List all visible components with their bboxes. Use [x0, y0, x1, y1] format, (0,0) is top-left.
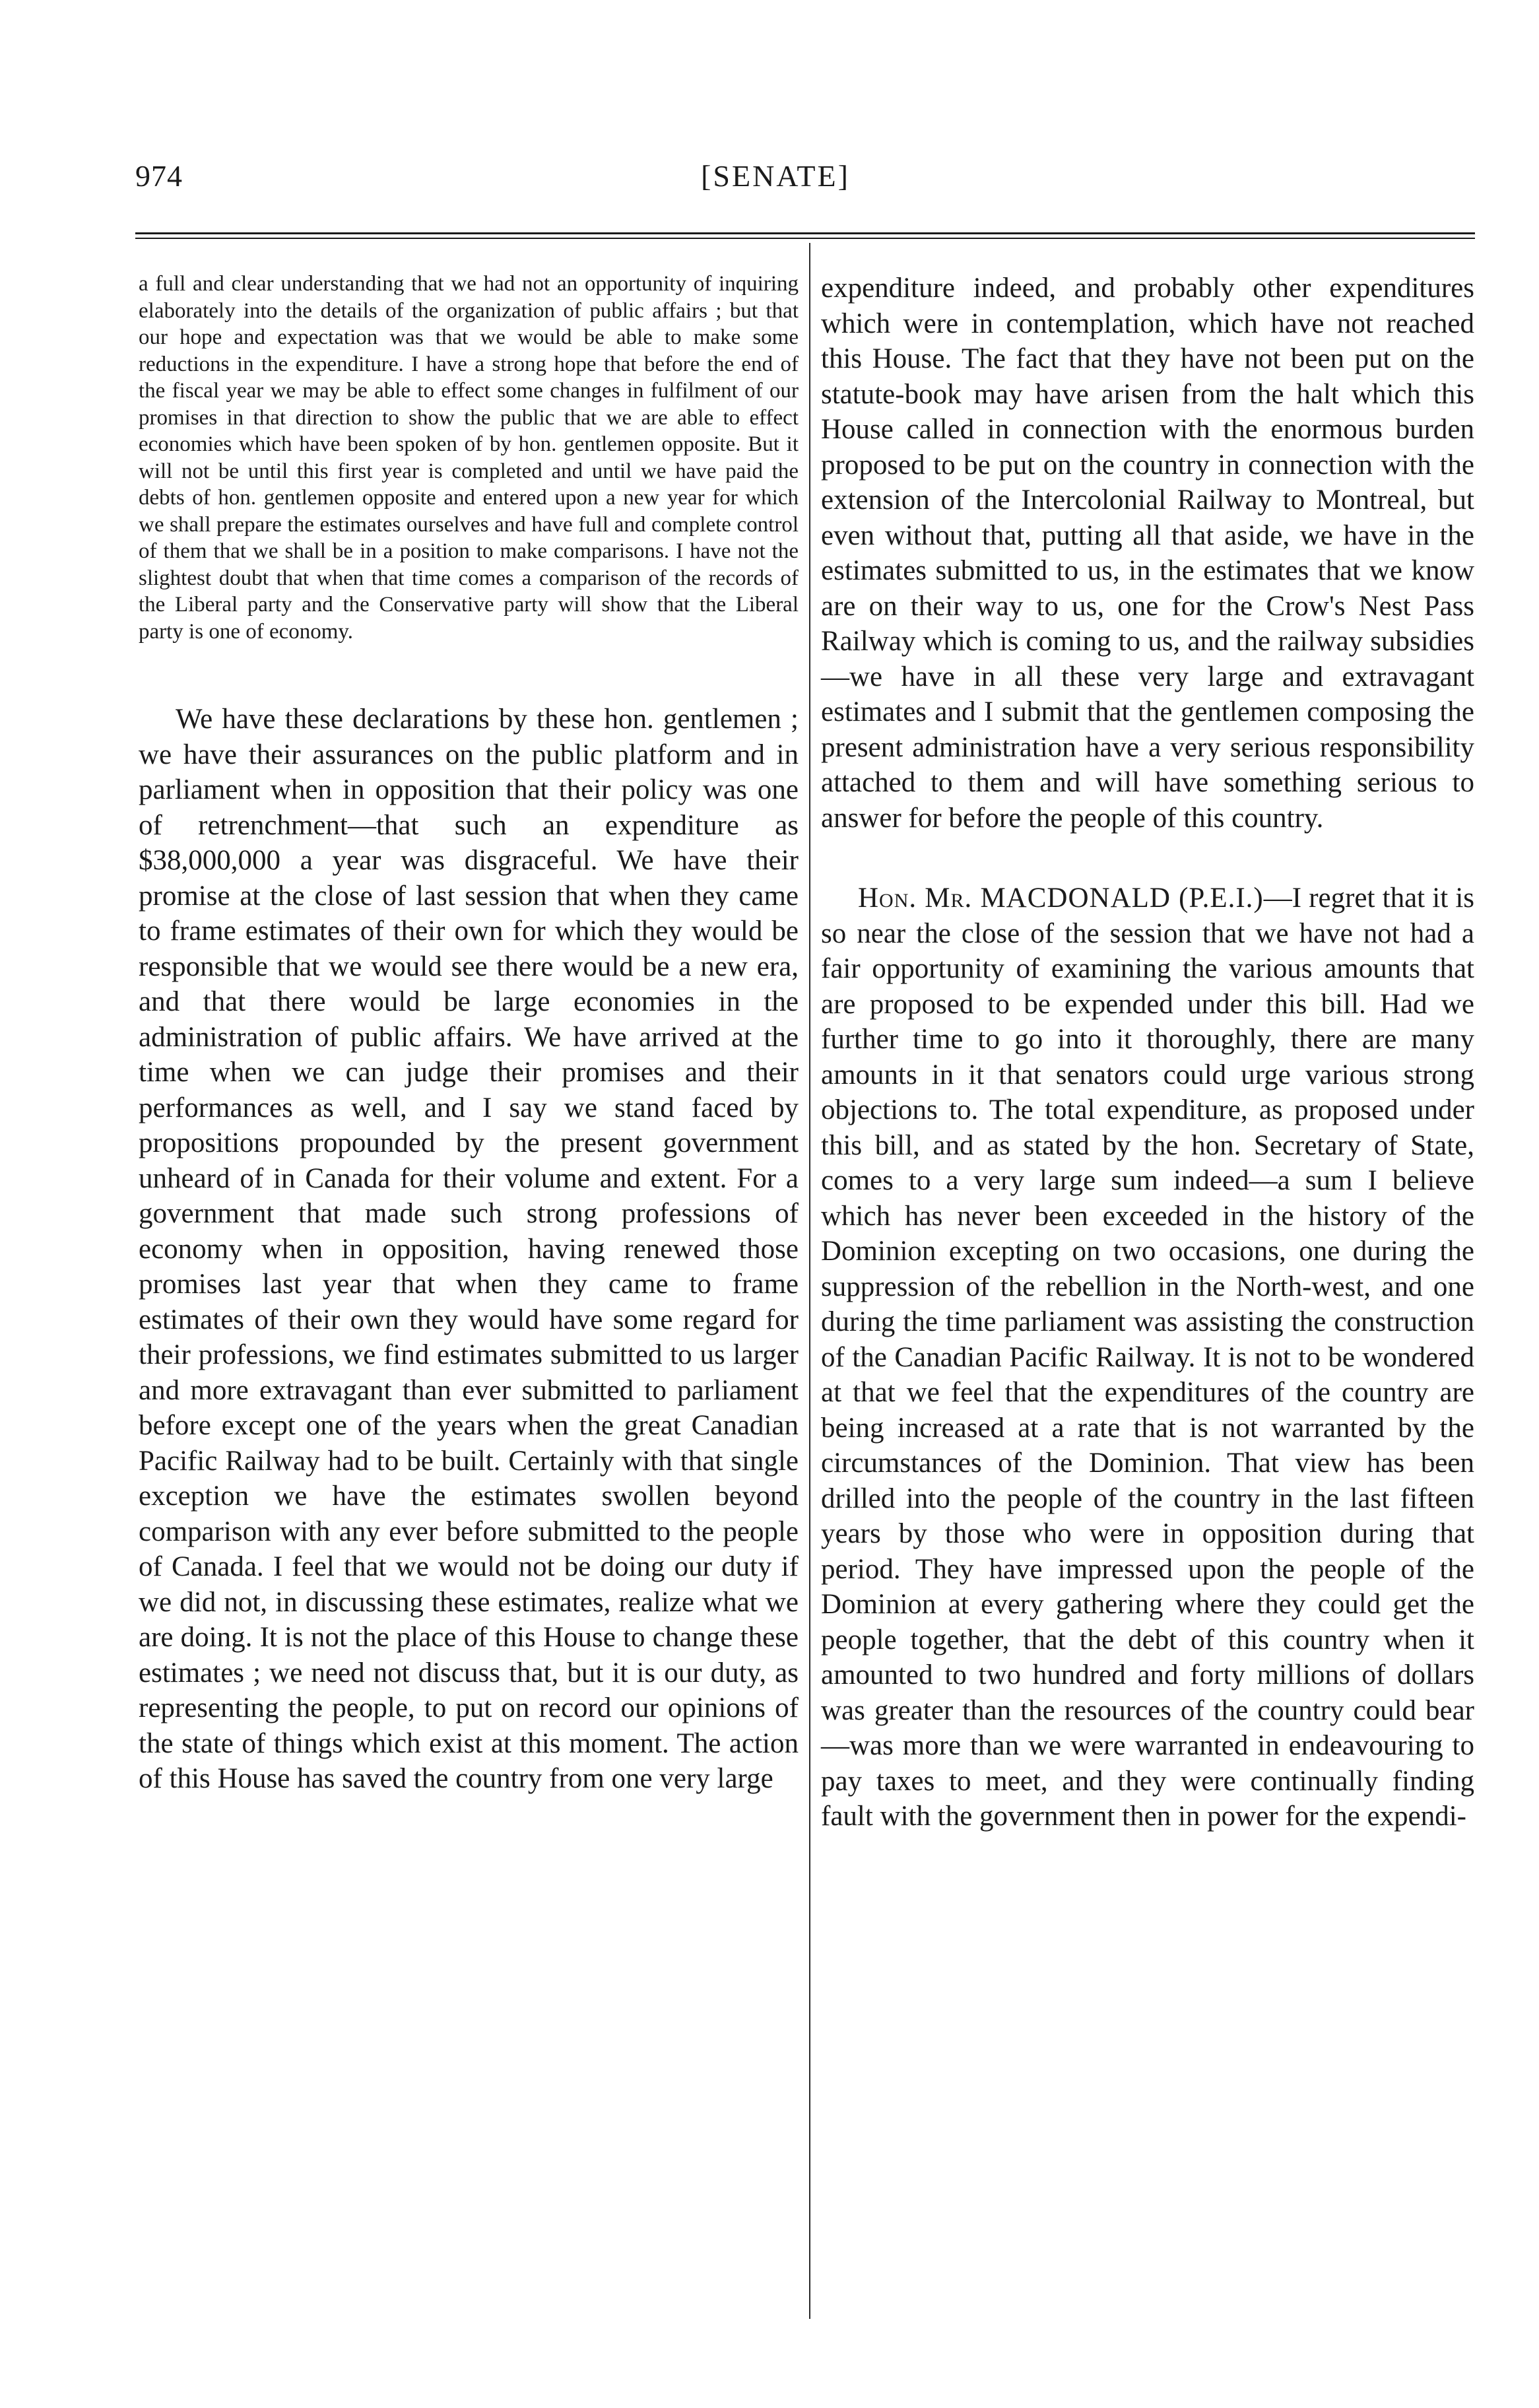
page-header	[135, 158, 1416, 205]
column-divider	[809, 243, 810, 2319]
continued-paragraph: expenditure indeed, and probably other expenditures which were in contemplation, which have not reached this House. The fact that they have not been put on the statute-book may have arisen from the halt which this House called in connection with the enormous burden proposed to be put on the country in connection with the extension of the Intercolonial Railway to Montreal, but even without that, putting all that aside, we have in the estimates submitted to us, in the estimates that we know are on their way to us, one for the Crow's Nest Pass Railway which is coming to us, and the railway subsidies—we have in all these very large and extravagant estimates and I submit that the gentlemen composing the present administration have a very serious responsibility attached to them and will have something serious to answer for before the people of this country.	[821, 273, 1474, 834]
speech-paragraph	[821, 881, 1474, 1834]
running-head: [SENATE]	[701, 159, 850, 193]
header-rule-thick	[135, 232, 1475, 234]
right-column	[821, 271, 1474, 1834]
body-paragraph: We have these declarations by these hon. gentlemen ; we have their assurances on the public platform and in parliament when in opposition that their policy was one of retrenchment—that such an expenditure as $38,000,000 a year was disgraceful. We have their promise at the close of last session that when they came to frame estimates of their own for which they would be responsible that we would see there would be a new era, and that there would be large economies in the administration of public affairs. We have arrived at the time when we can judge their promises and their performances as well, and I say we stand faced by propositions propounded by the present government unheard of in Canada for their volume and extent. For a government that made such strong professions of economy when in opposition, having renewed those promises last year that when they came to frame estimates of their own they would have some regard for their professions, we find estimates submitted to us larger and more extravagant than ever submitted to parliament before except one of the years when the great Canadian Pacific Railway had to be built. Certainly with that single exception we have the estimates swollen beyond comparison with any ever before submitted to the people of Canada. I feel that we would not be doing our duty if we did not, in discussing these estimates, realize what we are doing. It is not the place of this House to change these estimates ; we need not discuss that, but it is our duty, as representing the people, to put on record our opinions of the state of things which exist at this moment. The action of this House has saved the country from one very large	[139, 704, 799, 1794]
left-column	[139, 271, 799, 1797]
speaker-name: Hon. Mr. MACDONALD (P.E.I.)	[858, 883, 1264, 914]
header-rule-thin	[135, 238, 1475, 239]
header-rule	[135, 232, 1475, 240]
speech-text: —I regret that it is so near the close of the session that we have not had a fair opportunity of examining the various amounts that are proposed to be expended under this bill. Had we further time to go into it thoroughly, there are many amounts in it that senators could urge various strong objections to. The total expenditure, as proposed under this bill, and as stated by the hon. Secretary of State, comes to a very large sum indeed—a sum I believe which has never been exceeded in the history of the Dominion excepting on two occasions, one during the suppression of the rebellion in the North-west, and one during the time parliament was assisting the construction of the Canadian Pacific Railway. It is not to be wondered at that we feel that the expenditures of the country are being increased at a rate that is not warranted by the circumstances of the Dominion. That view has been drilled into the people of the country in the last fifteen years by those who were in opposition during that period. They have impressed upon the people of the Dominion at every gathering where they could get the people together, that the debt of this country when it amounted to two hundred and forty millions of dollars was greater than the resources of the country could bear —was more than we were warranted in endeavouring to pay taxes to meet, and they were continually finding fault with the government then in power for the expendi-	[821, 883, 1474, 1832]
page-number: 974	[135, 159, 183, 193]
quoted-passage: a full and clear understanding that we had not an opportunity of inquiring elaborately into the details of the organization of public affairs ; but that our hope and expectation was that we would be able to make some reductions in the expenditure. I have a strong hope that before the end of the fiscal year we may be able to effect some changes in fulfilment of our promises in that direction to show the public that we are able to effect economies which have been spoken of by hon. gentlemen opposite. But it will not be until this first year is completed and until we have paid the debts of hon. gentlemen opposite and entered upon a new year for which we shall prepare the estimates ourselves and have full and complete control of them that we shall be in a position to make comparisons. I have not the slightest doubt that when that time comes a comparison of the records of the Liberal party and the Conservative party will show that the Liberal party is one of economy.	[139, 272, 799, 644]
